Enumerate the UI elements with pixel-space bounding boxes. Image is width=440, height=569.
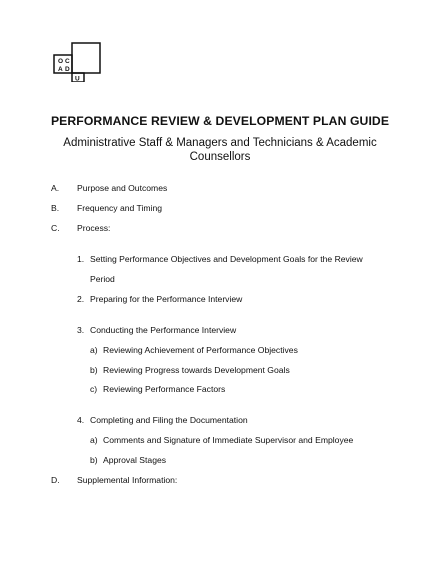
item-text: Setting Performance Objectives and Development Goals for the Review [90,254,363,264]
logo-mark [53,42,101,82]
logo-letter: A [58,66,63,73]
subitem-marker: a) [90,345,98,355]
subitem-text: Approval Stages [103,455,167,465]
subtitle-line: Administrative Staff & Managers and Technicians & Academic [63,137,377,149]
subitem-marker: a) [90,435,98,445]
section-text: Frequency and Timing [77,203,163,213]
item-text: Preparing for the Performance Interview [90,294,243,304]
section-text: Process: [77,223,111,233]
logo-letter: C [65,58,70,65]
subtitle-line: Counsellors [189,151,251,163]
document-subtitle [60,136,380,164]
item-text: Conducting the Performance Interview [90,325,237,335]
item-marker: 3. [77,325,85,335]
logo-letter: O [58,58,64,65]
item-text: Period [90,274,115,284]
subitem-text: Reviewing Progress towards Development Goals [103,365,290,375]
section-marker: C. [51,223,60,233]
section-marker: A. [51,183,60,193]
section-marker: B. [51,203,60,213]
item-text: Completing and Filing the Documentation [90,415,248,425]
item-marker: 2. [77,294,85,304]
subitem-text: Reviewing Achievement of Performance Objectives [103,345,298,355]
section-text: Purpose and Outcomes [77,183,168,193]
logo-letter: U [75,75,80,82]
item-marker: 4. [77,415,85,425]
logo-letter: D [65,66,70,73]
ocad-u-logo [53,42,101,82]
document-title: PERFORMANCE REVIEW & DEVELOPMENT PLAN GUIDE [50,114,390,128]
subitem-marker: c) [90,384,98,394]
item-marker: 1. [77,254,85,264]
subitem-text: Comments and Signature of Immediate Supervisor and Employee [103,435,354,445]
subitem-text: Reviewing Performance Factors [103,384,226,394]
subitem-marker: b) [90,455,98,465]
section-marker: D. [51,475,60,485]
section-text: Supplemental Information: [77,475,178,485]
subitem-marker: b) [90,365,98,375]
